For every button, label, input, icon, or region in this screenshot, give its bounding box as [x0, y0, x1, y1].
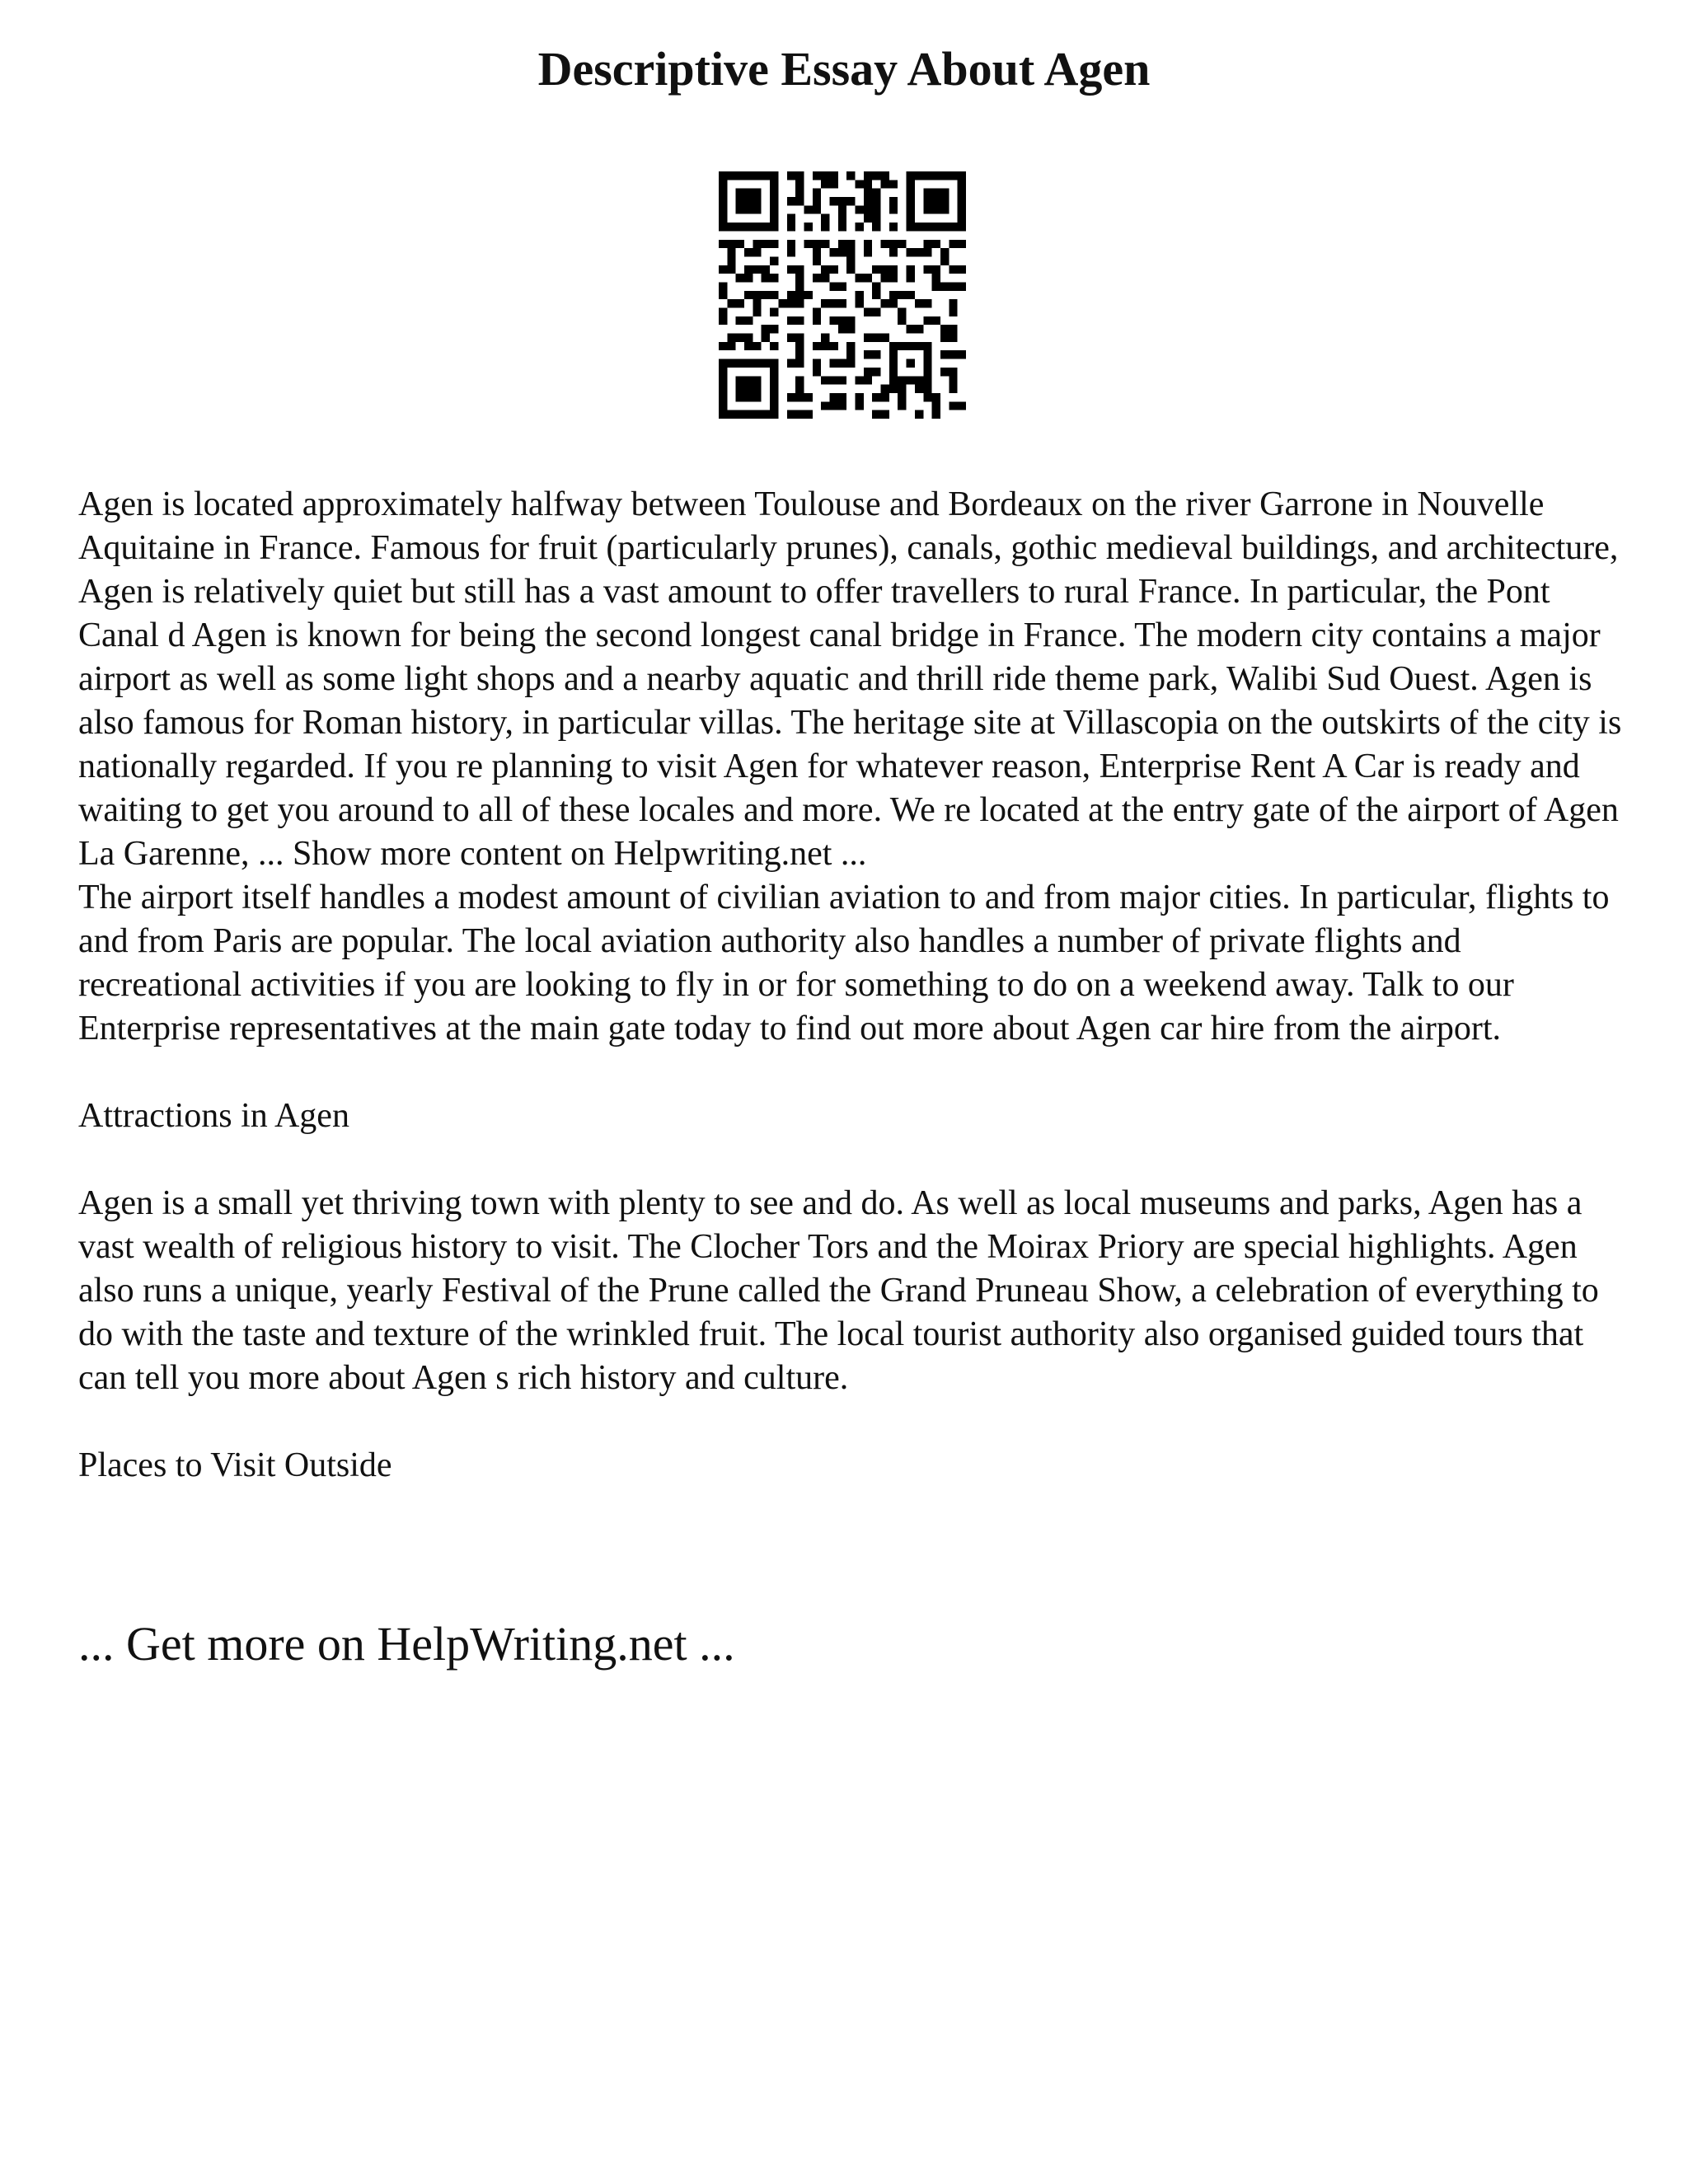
paragraph-intro: Agen is located approximately halfway between Toulouse and Bordeaux on the river Garrone in Nouvelle Aquitaine in France. Famous for fruit (particularly prunes), canals, gothic medieval buildings, and architecture, Agen is relatively quiet but still has a vast amount to offer travellers to rural France. In particular, the Pont Canal d Agen is known for being the second longest canal bridge in France. The modern city contains a major airport as well as some light shops and a nearby aquatic and thrill ride theme park, Walibi Sud Ouest. Agen is also famous for Roman history, in particular villas. The heritage site at Villascopia on the outskirts of the city is nationally regarded. If you re planning to visit Agen for whatever reason, Enterprise Rent A Car is ready and waiting to get you around to all of these locales and more. We re located at the entry gate of the airport of Agen La Garenne, ... Show more content on Helpwriting.net ...	[78, 485, 1622, 873]
get-more-link[interactable]: ... Get more on HelpWriting.net ...	[78, 1617, 735, 1671]
page-title: Descriptive Essay About Agen	[537, 42, 1151, 96]
section-heading-places: Places to Visit Outside	[78, 1446, 392, 1484]
essay-body	[78, 483, 1628, 1488]
section-heading-attractions: Attractions in Agen	[78, 1097, 349, 1135]
paragraph-airport: The airport itself handles a modest amount of civilian aviation to and from major cities. In particular, flights to and from Paris are popular. The local aviation authority also handles a number of private flights and recreational activities if you are looking to fly in or for something to do on a weekend away. Talk to our Enterprise representatives at the main gate today to find out more about Agen car hire from the airport.	[78, 879, 1610, 1047]
qr-code-icon	[719, 171, 966, 419]
paragraph-attractions: Agen is a small yet thriving town with plenty to see and do. As well as local museums and parks, Agen has a vast wealth of religious history to visit. The Clocher Tors and the Moirax Priory are special highlights. Agen also runs a unique, yearly Festival of the Prune called the Grand Pruneau Show, a celebration of everything to do with the taste and texture of the wrinkled fruit. The local tourist authority also organised guided tours that can tell you more about Agen s rich history and culture.	[78, 1184, 1599, 1397]
